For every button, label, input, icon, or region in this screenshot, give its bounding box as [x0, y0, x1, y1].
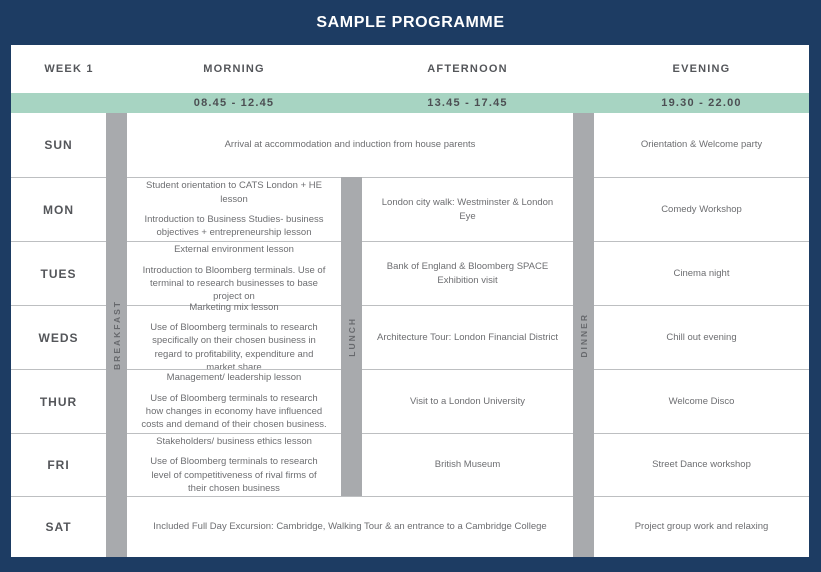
column-header-morning: MORNING: [203, 63, 265, 75]
mon-morning-activity: [127, 177, 341, 241]
mon-evening-activity: Comedy Workshop: [594, 177, 809, 241]
time-afternoon: 13.45 - 17.45: [427, 97, 508, 109]
title-bar: [0, 0, 821, 45]
tues-morning-line-1: External environment lesson: [174, 244, 294, 256]
schedule-table: [11, 45, 809, 557]
fri-afternoon-activity: British Museum: [362, 433, 573, 496]
fri-evening-activity: Street Dance workshop: [594, 433, 809, 496]
mon-afternoon-activity: London city walk: Westminster & London Eye: [362, 177, 573, 241]
sat-day-label: SAT: [11, 496, 106, 557]
column-header-afternoon: AFTERNOON: [427, 63, 508, 75]
time-evening: 19.30 - 22.00: [661, 97, 742, 109]
weds-day-label: WEDS: [11, 305, 106, 369]
fri-morning-line-2: Use of Bloomberg terminals to research level of competitiveness of rival firms of their chosen business: [150, 456, 318, 494]
sat-evening-activity: Project group work and relaxing: [594, 496, 809, 557]
sat-full-span-activity: Included Full Day Excursion: Cambridge, Walking Tour & an entrance to a Cambridge College: [127, 496, 573, 557]
thur-morning-activity: [127, 369, 341, 433]
mon-morning-line-1: Student orientation to CATS London + HE lesson: [146, 180, 322, 205]
time-morning: 08.45 - 12.45: [193, 97, 275, 109]
thur-morning-line-1: Management/ leadership lesson: [166, 372, 302, 384]
sun-full-span-activity: Arrival at accommodation and induction from house parents: [224, 139, 476, 151]
fri-day-label: FRI: [11, 433, 106, 496]
dinner-bar: [573, 113, 594, 557]
tues-afternoon-activity: Bank of England & Bloomberg SPACE Exhibition visit: [362, 241, 573, 305]
thur-evening-activity: Welcome Disco: [594, 369, 809, 433]
column-header-evening: EVENING: [672, 63, 731, 75]
mon-morning-line-2: Introduction to Business Studies- business objectives + entrepreneurship lesson: [144, 214, 324, 239]
sun-evening-activity: Orientation & Welcome party: [640, 139, 763, 151]
fri-morning-activity: [127, 433, 341, 496]
page-title: SAMPLE PROGRAMME: [316, 13, 505, 31]
breakfast-bar: [106, 113, 127, 557]
thur-day-label: THUR: [11, 369, 106, 433]
thur-afternoon-activity: Visit to a London University: [362, 369, 573, 433]
lunch-bar: [341, 177, 362, 496]
tues-day-label: TUES: [11, 241, 106, 305]
thur-morning-line-2: Use of Bloomberg terminals to research how changes in economy have influenced costs and demand of their chosen business.: [141, 392, 327, 431]
lunch-bar-label: LUNCH: [346, 316, 357, 357]
sun-day-label: SUN: [44, 138, 73, 152]
weds-morning-line-1: Marketing mix lesson: [189, 301, 279, 313]
weds-afternoon-activity: Architecture Tour: London Financial District: [362, 305, 573, 369]
tues-morning-activity: [127, 241, 341, 305]
tues-evening-activity: Cinema night: [594, 241, 809, 305]
weds-morning-activity: [127, 301, 341, 373]
weds-evening-activity: Chill out evening: [594, 305, 809, 369]
fri-morning-line-1: Stakeholders/ business ethics lesson: [156, 435, 312, 447]
dinner-bar-label: DINNER: [578, 312, 589, 358]
breakfast-bar-label: BREAKFAST: [111, 300, 122, 370]
weds-morning-line-2: Use of Bloomberg terminals to research specifically on their chosen business in regard to profitability, expenditure and market share: [150, 322, 318, 373]
column-header-week: WEEK 1: [44, 63, 94, 75]
tues-morning-line-2: Introduction to Bloomberg terminals. Use of terminal to research businesses to base project on: [142, 264, 326, 303]
mon-day-label: MON: [11, 177, 106, 241]
